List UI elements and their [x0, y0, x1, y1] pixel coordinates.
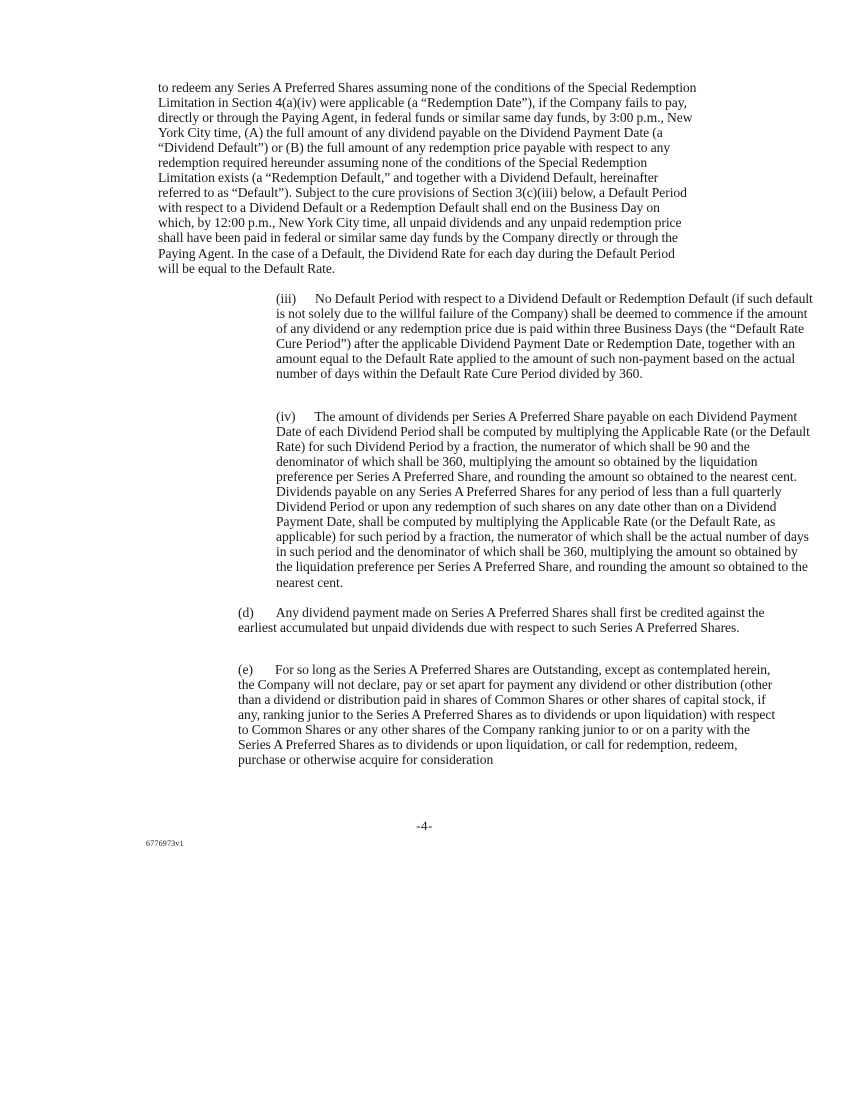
paragraph-label: (iv) — [276, 409, 296, 424]
document-id: 6776973v1 — [146, 839, 184, 848]
paragraph-iv — [158, 409, 816, 590]
paragraph-text: For so long as the Series A Preferred Shares are Outstanding, except as contemplated herein, the Company will not declare, pay or set apart for payment any dividend or other distribution (other than a dividend or distribution paid in shares of Common Shares or other shares of capital stock, if any, ranking junior to the Series A Preferred Shares as to dividends or upon liquidation) with respect to Common Shares or any other shares of the Company ranking junior to or on a parity with the Series A Preferred Shares as to dividends or upon liquidation, or call for redemption, redeem, purchase or otherwise acquire for consideration — [238, 662, 776, 768]
paragraph-iii — [158, 291, 816, 381]
paragraph-label: (d) — [238, 605, 254, 620]
paragraph-text: to redeem any Series A Preferred Shares assuming none of the conditions of the Special Redemption Limitation in Section 4(a)(iv) were applicable (a “Redemption Date”), if the Company fails to pay, directly or through the Paying Agent, in federal funds or similar same day funds, by 3:00 p.m., New York City time, (A) the full amount of any dividend payable on the Dividend Payment Date (a “Dividend Default”) or (B) the full amount of any redemption price payable with respect to any redemption required hereunder assuming none of the conditions of the Special Redemption Limitation exists (a “Redemption Default,” and together with a Dividend Default, hereinafter referred to as “Default”). Subject to the cure provisions of Section 3(c)(iii) below, a Default Period with respect to a Dividend Default or a Redemption Default shall end on the Business Day on which, by 12:00 p.m., New York City time, all unpaid dividends and any unpaid redemption price shall have been paid in federal or similar same day funds by the Company directly or through the Paying Agent. In the case of a Default, the Dividend Rate for each day during the Default Period will be equal to the Default Rate. — [158, 80, 697, 276]
paragraph-text: The amount of dividends per Series A Preferred Share payable on each Dividend Payment Date of each Dividend Period shall be computed by multiplying the Applicable Rate (or the Default Rate) for such Dividend Period by a fraction, the numerator of which shall be 90 and the denominator of which shall be 360, multiplying the amount so obtained by the liquidation preference per Series A Preferred Share, and rounding the amount so obtained to the nearest cent. Dividends payable on any Series A Preferred Shares for any period of less than a full quarterly Dividend Period or upon any redemption of such shares on any date other than on a Dividend Payment Date, shall be computed by multiplying the Applicable Rate (or the Default Rate, as applicable) for such period by a fraction, the numerator of which shall be the actual number of days in such period and the denominator of which shall be 360, multiplying the amount so obtained by the liquidation preference per Series A Preferred Share, and rounding the amount so obtained to the nearest cent. — [276, 409, 810, 590]
paragraph-label: (iii) — [276, 291, 297, 306]
paragraph-text: No Default Period with respect to a Dividend Default or Redemption Default (if such default is not solely due to the willful failure of the Company) shall be deemed to commence if the amount of any dividend or any redemption price due is paid within three Business Days (the “Default Rate Cure Period”) after the applicable Dividend Payment Date or Redemption Date, together with an amount equal to the Default Rate applied to the amount of such non-payment based on the actual number of days within the Default Rate Cure Period divided by 360. — [276, 291, 813, 382]
page-number: -4- — [416, 818, 433, 833]
paragraph-text: Any dividend payment made on Series A Preferred Shares shall first be credited against the earliest accumulated but unpaid dividends due with respect to such Series A Preferred Shares. — [238, 605, 765, 636]
paragraph-continuation — [158, 80, 698, 276]
paragraph-label: (e) — [238, 662, 253, 677]
paragraph-d — [158, 605, 778, 635]
paragraph-e — [158, 662, 778, 767]
